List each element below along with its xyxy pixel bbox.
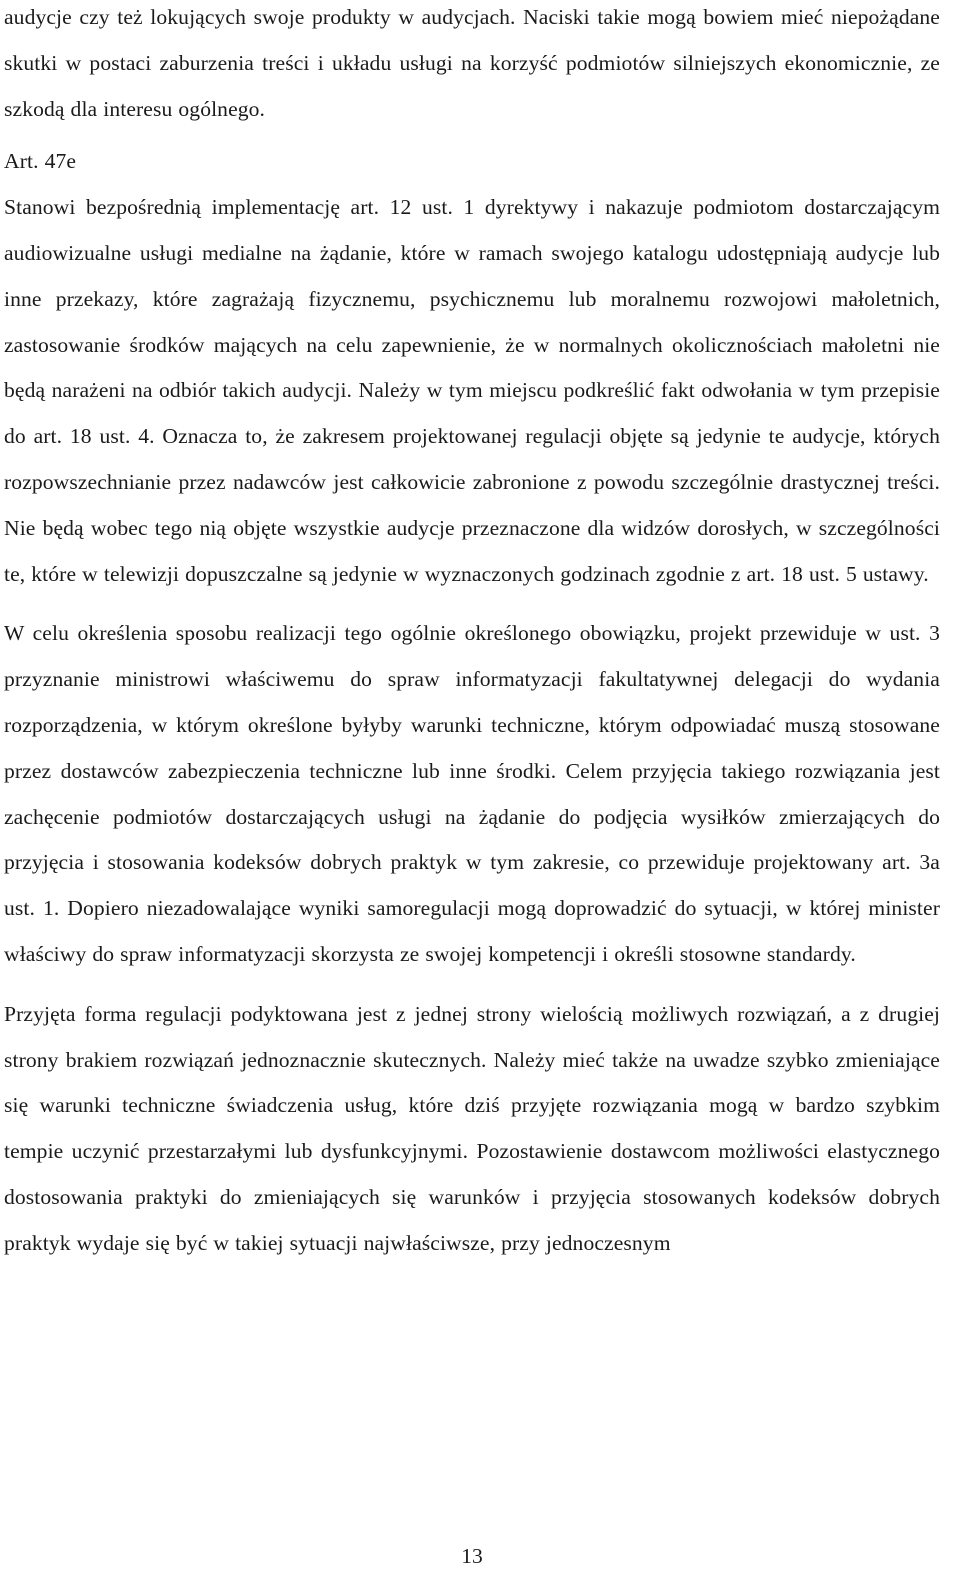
page-number: 13 [461, 1544, 483, 1568]
paragraph-intro: audycje czy też lokujących swoje produkty w audycjach. Naciski takie mogą bowiem mieć niepożądane skutki w postaci zaburzenia treści i układu usługi na korzyść podmiotów silniejszych ekonomicznie, ze szkodą dla interesu ogólnego. [4, 5, 940, 121]
article-heading: Art. 47e [4, 149, 77, 174]
paragraph-art-47e: Stanowi bezpośrednią implementację art. 12 ust. 1 dyrektywy i nakazuje podmiotom dostarczającym audiowizualne usługi medialne na żądanie, które w ramach swojego katalogu udostępniają audycje lub inne przekazy, które zagrażają fizycznemu, psychicznemu lub moralnemu rozwojowi małoletnich, zastosowanie środków mających na celu zapewnienie, że w normalnych okolicznościach małoletni nie będą narażeni na odbiór takich audycji. Należy w tym miejscu podkreślić fakt odwołania w tym przepisie do art. 18 ust. 4. Oznacza to, że zakresem projektowanej regulacji objęte są jedynie te audycje, których rozpowszechnianie przez nadawców jest całkowicie zabronione z powodu szczególnie drastycznej treści. Nie będą wobec tego nią objęte wszystkie audycje przeznaczone dla widzów dorosłych, w szczególności te, które w telewizji dopuszczalne są jedynie w wyznaczonych godzinach zgodnie z art. 18 ust. 5 ustawy. [4, 195, 940, 586]
paragraph-delegation: W celu określenia sposobu realizacji tego ogólnie określonego obowiązku, projekt przewiduje w ust. 3 przyznanie ministrowi właściwemu do spraw informatyzacji fakultatywnej delegacji do wydania rozporządzenia, w którym określone byłyby warunki techniczne, którym odpowiadać muszą stosowane przez dostawców zabezpieczenia techniczne lub inne środki. Celem przyjęcia takiego rozwiązania jest zachęcenie podmiotów dostarczających usługi na żądanie do podjęcia wysiłków zmierzających do przyjęcia i stosowania kodeksów dobrych praktyk w tym zakresie, co przewiduje projektowany art. 3a ust. 1. Dopiero niezadowalające wyniki samoregulacji mogą doprowadzić do sytuacji, w której minister właściwy do spraw informatyzacji skorzysta ze swojej kompetencji i określi stosowne standardy. [4, 621, 940, 966]
paragraph-regulation-form: Przyjęta forma regulacji podyktowana jest z jednej strony wielością możliwych rozwiązań, a z drugiej strony brakiem rozwiązań jednoznacznie skutecznych. Należy mieć także na uwadze szybko zmieniające się warunki techniczne świadczenia usług, które dziś przyjęte rozwiązania mogą w bardzo szybkim tempie uczynić przestarzałymi lub dysfunkcyjnymi. Pozostawienie dostawcom możliwości elastycznego dostosowania praktyki do zmieniających się warunków i przyjęcia stosowanych kodeksów dobrych praktyk wydaje się być w takiej sytuacji najwłaściwsze, przy jednoczesnym [4, 1001, 940, 1255]
document-page [4, 0, 940, 1267]
